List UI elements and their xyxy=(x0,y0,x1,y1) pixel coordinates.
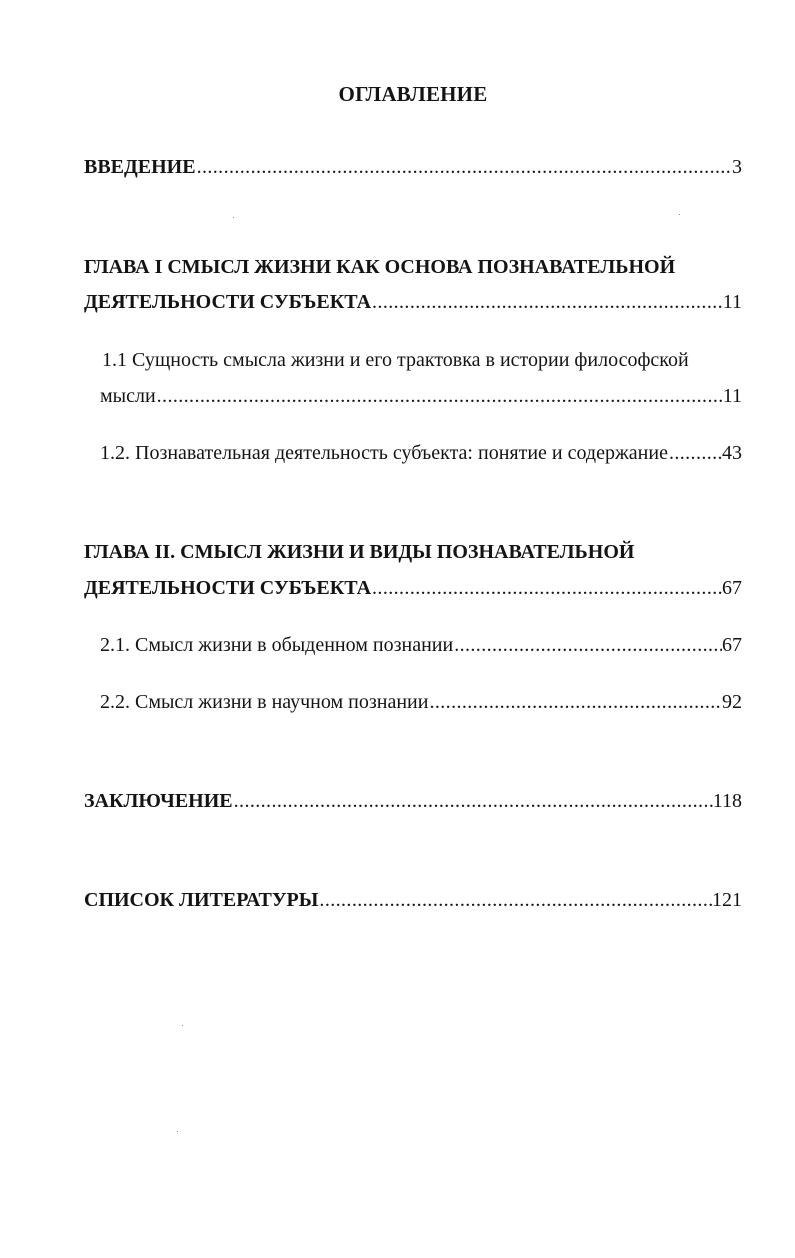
page-number: 67 xyxy=(722,577,742,599)
entry-label: мысли xyxy=(100,385,156,407)
entry-label: 1.2. Познавательная деятельность субъекта: понятие и содержание xyxy=(100,442,668,464)
toc-entry-chapter-2 xyxy=(84,575,742,601)
entry-label: 2.1. Смысл жизни в обыденном познании xyxy=(100,634,454,656)
dot-leader xyxy=(319,887,712,913)
dot-leader xyxy=(234,788,713,814)
page-number: 118 xyxy=(712,790,742,812)
page-number: 11 xyxy=(722,385,742,407)
scan-speck xyxy=(233,217,234,218)
page-number: 121 xyxy=(712,889,742,911)
entry-label: 2.2. Смысл жизни в научном познании xyxy=(100,691,429,713)
dot-leader xyxy=(372,289,723,315)
toc-entry-intro xyxy=(84,154,742,180)
chapter-1-title-line-1: ГЛАВА I СМЫСЛ ЖИЗНИ КАК ОСНОВА ПОЗНАВАТЕЛЬНОЙ xyxy=(84,256,676,278)
toc-entry-section-1-2 xyxy=(100,440,742,466)
toc-entry-section-2-1 xyxy=(100,632,742,658)
entry-label: СПИСОК ЛИТЕРАТУРЫ xyxy=(84,889,319,911)
page-number: 43 xyxy=(722,442,742,464)
page-number: 67 xyxy=(722,634,742,656)
dot-leader xyxy=(669,440,722,466)
toc-entry-references xyxy=(84,887,742,913)
chapter-2-title-line-1: ГЛАВА II. СМЫСЛ ЖИЗНИ И ВИДЫ ПОЗНАВАТЕЛЬНОЙ xyxy=(84,541,635,563)
dot-leader xyxy=(454,632,722,658)
dot-leader xyxy=(157,383,723,409)
toc-entry-conclusion xyxy=(84,788,742,814)
toc-entry-section-2-2 xyxy=(100,689,742,715)
toc-entry-chapter-1 xyxy=(84,289,742,315)
toc-heading: ОГЛАВЛЕНИЕ xyxy=(338,82,488,106)
dot-leader xyxy=(372,575,722,601)
entry-label: ДЕЯТЕЛЬНОСТИ СУБЪЕКТА xyxy=(84,577,372,599)
entry-label: ДЕЯТЕЛЬНОСТИ СУБЪЕКТА xyxy=(84,291,372,313)
section-1-1-title-line-1: 1.1 Сущность смысла жизни и его трактовка в истории философской xyxy=(102,349,689,371)
toc-entry-section-1-1 xyxy=(100,383,742,409)
entry-label: ЗАКЛЮЧЕНИЕ xyxy=(84,790,233,812)
page-number: 3 xyxy=(732,156,742,178)
scan-speck xyxy=(177,1131,178,1132)
page-number: 92 xyxy=(722,691,742,713)
dot-leader xyxy=(429,689,722,715)
scan-speck xyxy=(182,1025,183,1026)
dot-leader xyxy=(197,154,732,180)
entry-label: ВВЕДЕНИЕ xyxy=(84,156,196,178)
scan-speck xyxy=(679,214,680,215)
page-number: 11 xyxy=(722,291,742,313)
